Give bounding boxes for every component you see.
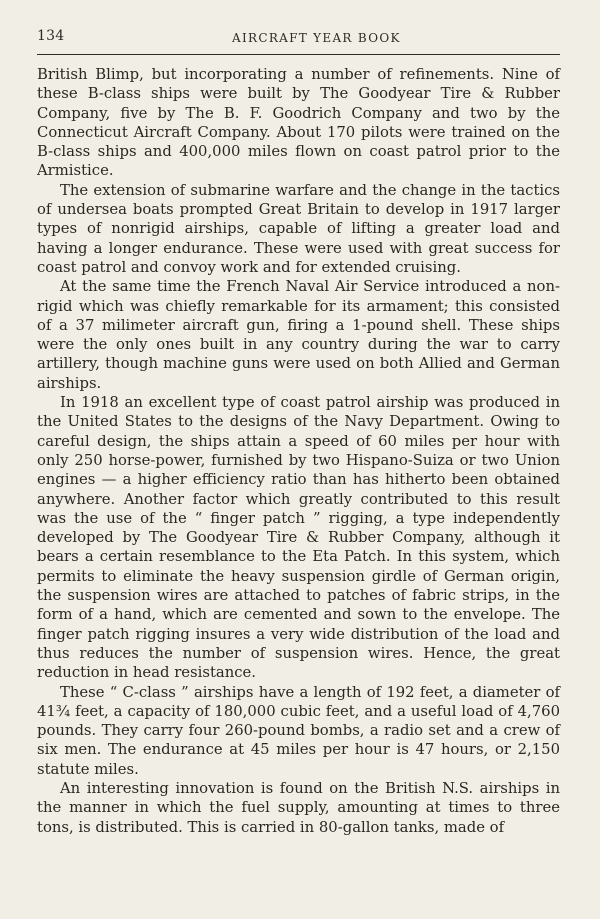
- header-rule: [37, 54, 560, 55]
- paragraph: At the same time the French Naval Air Service introduced a non-rigid which was chiefly remarkable for its armament; this consisted of a 37 milimeter aircraft gun, firing a 1-pound shell. These ships were the only ones built in any country during the war to carry artillery, though machine guns were used on both Allied and German airships.: [37, 278, 560, 392]
- paragraph-continuation: British Blimp, but incorporating a number of refinements. Nine of these B-class ships were built by The Goodyear Tire & Rubber Company, five by The B. F. Goodrich Company and two by the Connecticut Aircraft Company. About 170 pilots were trained on the B-class ships and 400,000 miles flown on coast patrol prior to the Armistice.: [37, 66, 560, 180]
- page-number: 134: [37, 28, 65, 44]
- paragraph: In 1918 an excellent type of coast patrol airship was produced in the United States to the designs of the Navy Department. Owing to careful design, the ships attain a speed of 60 miles per hour with only 250 horse-power, furnished by two Hispano-Suiza or two Union engines — a higher efficiency ratio than has hitherto been obtained anywhere. Another factor which greatly contributed to this result was the use of the “ finger patch ” rigging, a type independently developed by The Goodyear Tire & Rubber Company, although it bears a certain resemblance to the Eta Patch. In this system, which permits to eliminate the heavy suspension girdle of German origin, the suspension wires are attached to patches of fabric strips, in the form of a hand, which are cemented and sown to the envelope. The finger patch rigging insures a very wide distribution of the load and thus reduces the number of suspension wires. Hence, the great reduction in head resistance.: [37, 394, 560, 682]
- body-text: [37, 65, 560, 837]
- paragraph: The extension of submarine warfare and the change in the tactics of undersea boats prompted Great Britain to develop in 1917 larger types of nonrigid airships, capable of lifting a greater load and having a longer endurance. These were used with great success for coast patrol and convoy work and for extended cruising.: [37, 181, 560, 276]
- paragraph: An interesting innovation is found on the British N.S. airships in the manner in which the fuel supply, amounting at times to three tons, is distributed. This is carried in 80-gallon tanks, made of: [37, 779, 560, 836]
- running-title: AIRCRAFT YEAR BOOK: [232, 31, 401, 45]
- paragraph: These “ C-class ” airships have a length of 192 feet, a diameter of 41¾ feet, a capacity of 180,000 cubic feet, and a useful load of 4,760 pounds. They carry four 260-pound bombs, a radio set and a crew of six men. The endurance at 45 miles per hour is 47 hours, or 2,150 statute miles.: [37, 683, 560, 778]
